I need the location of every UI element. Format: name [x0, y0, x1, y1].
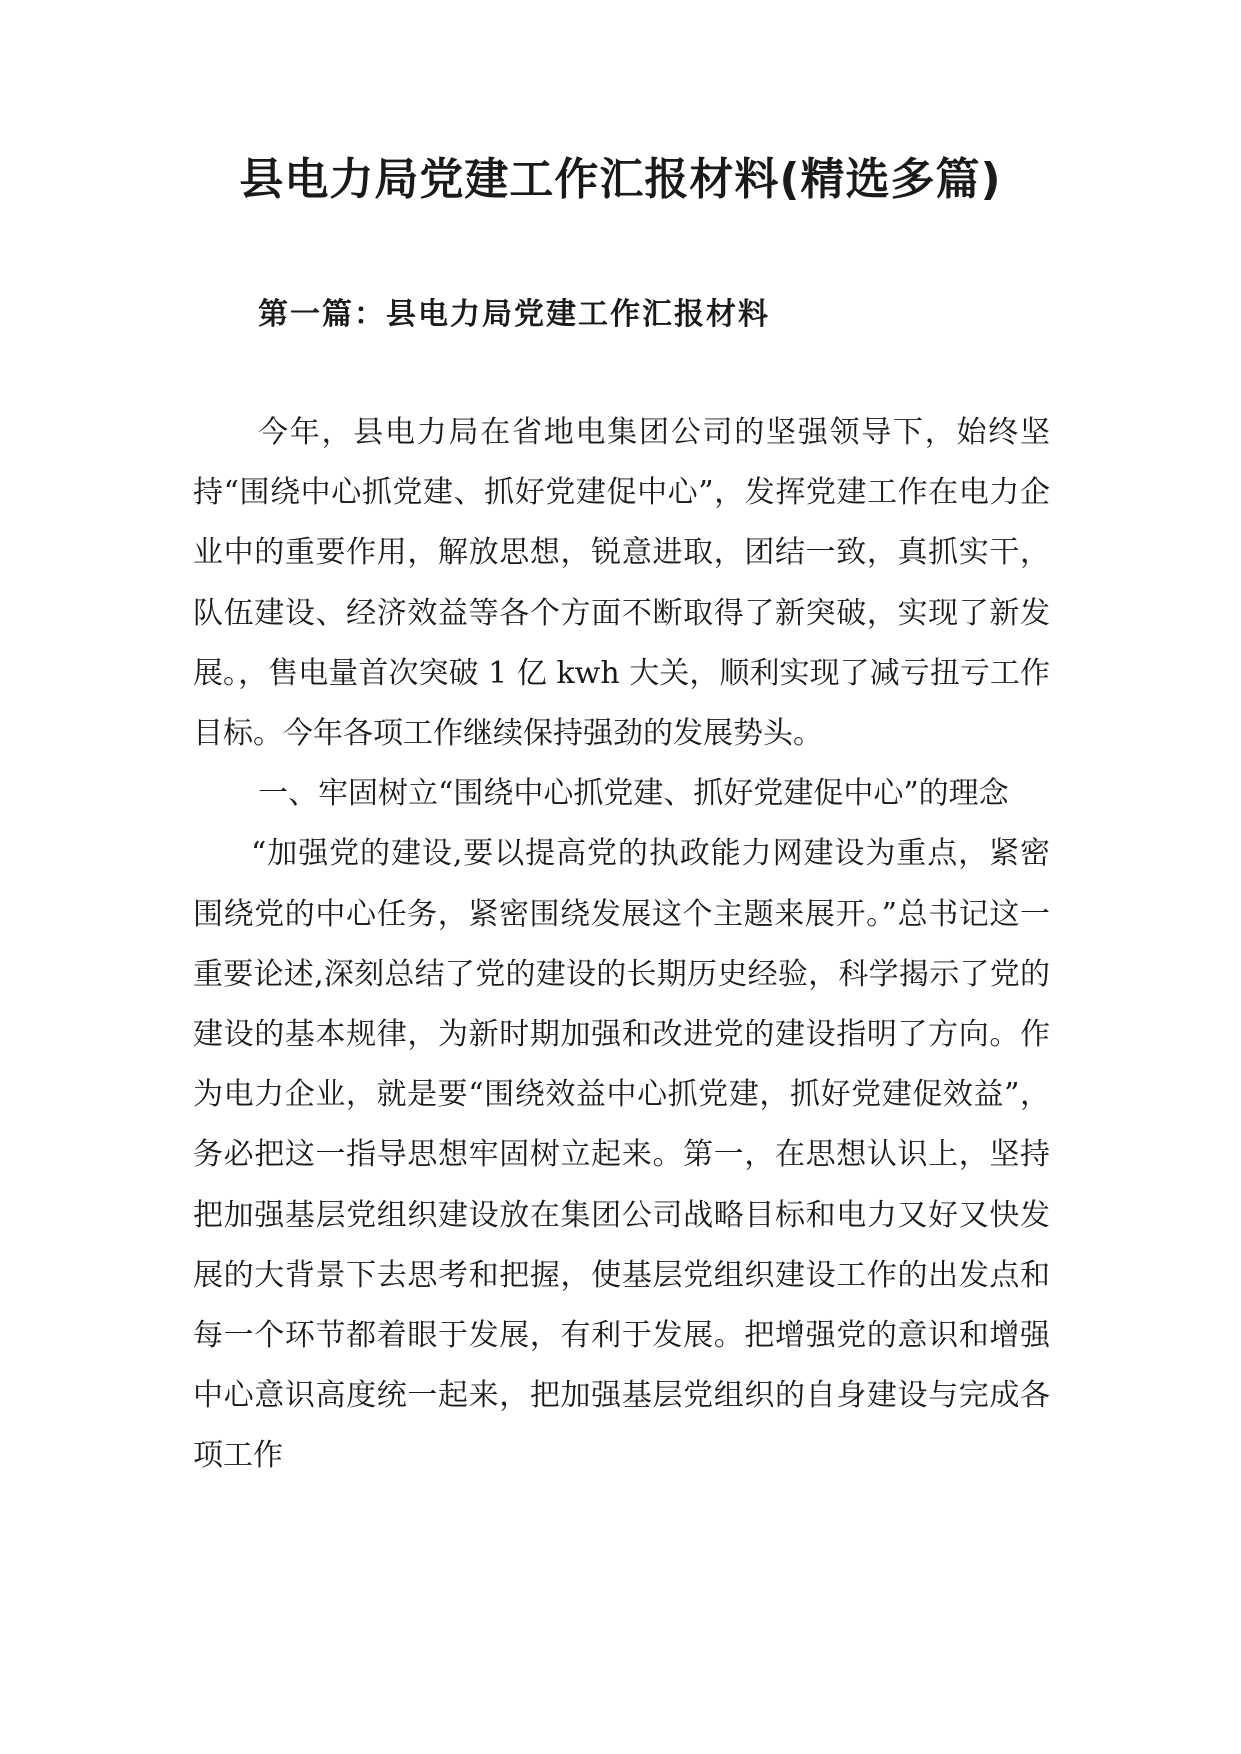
- paragraph-intro: 今年，县电力局在省地电集团公司的坚强领导下，始终坚持“围绕中心抓党建、抓好党建促中心”，发挥党建工作在电力企业中的重要作用，解放思想，锐意进取，团结一致，真抓实干，队伍建设、经济效益等各个方面不断取得了新突破，实现了新发展。，售电量首次突破 1 亿 kwh 大关，顺利实现了减亏扭亏工作目标。今年各项工作继续保持强劲的发展势头。: [193, 415, 1050, 752]
- document-title: 县电力局党建工作汇报材料(精选多篇): [239, 154, 1002, 205]
- section-heading: 第一篇：县电力局党建工作汇报材料: [258, 297, 770, 332]
- paragraph-quote: “加强党的建设,要以提高党的执政能力网建设为重点，紧密围绕党的中心任务，紧密围绕发展这个主题来展开。”总书记这一重要论述,深刻总结了党的建设的长期历史经验，科学揭示了党的建设的基本规律，为新时期加强和改进党的建设指明了方向。作为电力企业，就是要“围绕效益中心抓党建，抓好党建促效益”，务必把这一指导思想牢固树立起来。第一，在思想认识上，坚持把加强基层党组织建设放在集团公司战略目标和电力又好又快发展的大背景下去思考和把握，使基层党组织建设工作的出发点和每一个环节都着眼于发展，有利于发展。把增强党的意识和增强中心意识高度统一起来，把加强基层党组织的自身建设与完成各项工作: [193, 836, 1050, 1474]
- document-body: [193, 403, 1050, 1487]
- paragraph-heading-one: 一、牢固树立“围绕中心抓党建、抓好党建促中心”的理念: [258, 776, 1009, 812]
